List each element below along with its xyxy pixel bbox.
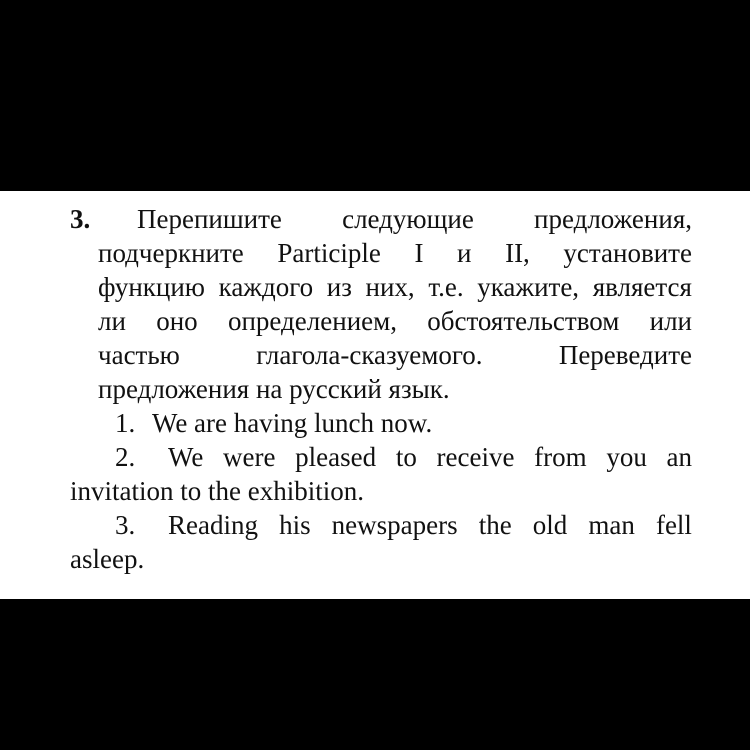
sentence-3-line-2: asleep. [70,544,145,574]
word: Переведите [558,340,692,370]
sentence-3-line-1 [168,508,692,542]
word: I [414,238,424,268]
word: установите [563,238,692,268]
word: т.е. [428,272,464,302]
word: were [223,442,276,472]
sentence-1-number: 1. [115,408,136,438]
word: Participle [277,238,381,268]
sentence-3-number: 3. [115,510,136,540]
word: обстоятельством [427,306,620,336]
task-line-2 [98,236,692,270]
exercise-number: 3. [70,204,91,234]
word: укажите, [477,272,580,302]
word: из [326,272,352,302]
word: ли [98,306,126,336]
word: newspapers [331,510,458,540]
word: глагола-сказуемого. [256,340,483,370]
word: следующие [342,204,474,234]
word: подчеркните [98,238,244,268]
word: них, [365,272,415,302]
document-page [0,191,750,599]
task-line-3 [98,270,692,304]
word: определением, [227,306,397,336]
word: является [592,272,692,302]
sentence-2-line-2: invitation to the exhibition. [70,476,364,506]
word: pleased [295,442,377,472]
word: Reading [168,510,258,540]
word: you [606,442,647,472]
task-line-1 [137,202,692,236]
word: man [588,510,635,540]
word: Перепишите [137,204,282,234]
word: an [666,442,692,472]
word: оно [156,306,198,336]
word: частью [98,340,180,370]
word: каждого [218,272,314,302]
word: предложения на русский язык. [98,374,450,404]
word: old [532,510,568,540]
word: функцию [98,272,205,302]
word: the [478,510,512,540]
sentence-2-line-1 [168,440,692,474]
word: fell [655,510,692,540]
word: II, [505,238,530,268]
sentence-2-number: 2. [115,442,136,472]
sentence-1-text: We are having lunch now. [152,408,433,438]
word: предложения, [534,204,692,234]
word: или [649,306,692,336]
task-line-5 [98,338,692,372]
word: his [279,510,311,540]
task-line-6 [98,372,450,406]
task-line-4 [98,304,692,338]
word: receive [436,442,515,472]
word: We [168,442,204,472]
word: to [395,442,417,472]
word: и [457,238,472,268]
word: from [534,442,587,472]
